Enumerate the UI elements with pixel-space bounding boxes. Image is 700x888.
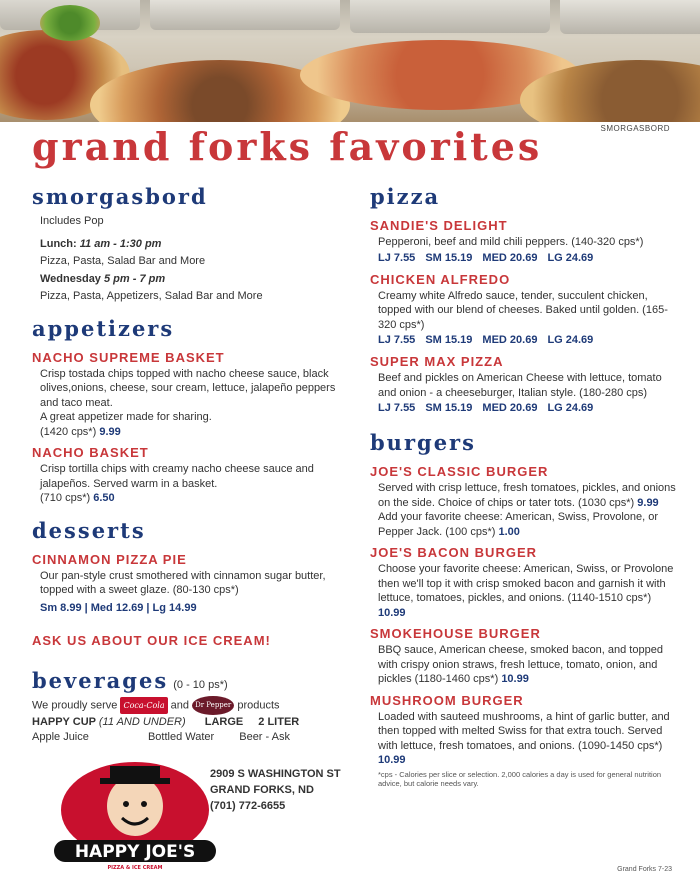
menu-item-name: CHICKEN ALFREDO	[370, 271, 511, 287]
smorgasbord-heading: smorgasbord	[32, 184, 208, 209]
footer-code: Grand Forks 7-23	[617, 866, 672, 873]
menu-item-name: SUPER MAX PIZZA	[370, 354, 504, 369]
menu-item-desc: Beef and pickles on American Cheese with lettuce, tomato and onion - a cheeseburger, Italian style. (180-280 cps)	[378, 372, 662, 399]
address-phone: (701) 772-6655	[210, 800, 286, 812]
price: 10.99	[378, 606, 406, 619]
lunch-desc: Pizza, Pasta, Salad Bar and More	[40, 255, 206, 267]
wed-time: 5 pm - 7 pm	[104, 272, 166, 285]
hero-food-photo	[0, 0, 700, 122]
menu-item-desc: Crisp tortilla chips with creamy nacho cheese sauce and jalapeños. Served warm in a basket.	[40, 463, 314, 490]
dr-pepper-logo: Dr Pepper	[192, 696, 234, 715]
served-pre: We proudly serve	[32, 699, 118, 712]
size-lg: LG 24.69	[547, 251, 594, 264]
size-lg: LG 24.69	[547, 334, 594, 346]
pizza-sizes	[370, 400, 680, 416]
size-med: MED 20.69	[482, 251, 538, 264]
address-street: 2909 S WASHINGTON ST	[210, 768, 341, 780]
beverage-options-row	[32, 730, 347, 745]
food-pan	[150, 0, 340, 30]
burger-desc: Choose your favorite cheese: American, Swiss, or Provolone then we'll top it with crisp smoked bacon and garnish it with lettuce, tomatoes, pickles, and onions. (1140-1510 cps*)	[378, 563, 674, 604]
burger-desc: BBQ sauce, American cheese, smoked bacon, and topped with crispy onion straws, fresh lettuce, tomato, onion, and pickles (1180-1460 cps*)	[378, 644, 663, 685]
store-address	[210, 766, 341, 814]
menu-item-name: CINNAMON PIZZA PIE	[32, 551, 187, 567]
menu-item-name: JOE'S BACON BURGER	[370, 545, 537, 560]
price: 10.99	[378, 754, 406, 766]
calories: (1420 cps*)	[40, 425, 97, 438]
smorgasbord-includes: Includes Pop	[40, 215, 104, 227]
size-sm: SM 15.19	[425, 402, 473, 414]
beer: Beer - Ask	[239, 731, 290, 743]
happy-joes-logo	[50, 760, 220, 872]
beverages-heading-row	[32, 666, 347, 696]
size-sm: SM 15.19	[425, 334, 473, 346]
hero-label: SMORGASBORD	[600, 124, 670, 133]
page-title: grand forks favorites	[32, 124, 543, 169]
logo-text: HAPPY JOE'S	[74, 842, 196, 862]
menu-item-desc: Crisp tostada chips topped with nacho cheese sauce, black olives,onions, cheese, sour cream, lettuce, jalapeño peppers and taco meat.	[40, 367, 336, 409]
menu-item-desc: Our pan-style crust smothered with cinnamon sugar butter, topped with a sweet glaze. (80-130 cps*)	[40, 569, 326, 596]
price: 6.50	[93, 492, 115, 504]
extra-desc: Add your favorite cheese: American, Swiss, Provolone, or Pepper Jack. (100 cps*)	[378, 511, 659, 538]
logo-tagline: PIZZA & ICE CREAM	[107, 865, 163, 871]
price: 9.99	[637, 496, 659, 509]
size-lj: LJ 7.55	[378, 251, 416, 264]
size-sm: SM 15.19	[425, 251, 473, 264]
price: 10.99	[501, 673, 529, 685]
menu-item-desc	[370, 710, 680, 768]
desserts-heading: desserts	[32, 517, 146, 543]
wed-label: Wednesday	[40, 272, 101, 285]
menu-item-name: NACHO SUPREME BASKET	[32, 349, 225, 365]
lunch-line	[32, 237, 347, 252]
ice-cream-callout: ASK US ABOUT OUR ICE CREAM!	[32, 633, 271, 648]
salad-image	[40, 5, 100, 41]
wed-desc: Pizza, Pasta, Appetizers, Salad Bar and More	[40, 290, 263, 302]
burger-desc: Loaded with sauteed mushrooms, a hint of garlic butter, and then topped with melted Swiss for that extra touch. Served with lettuce, fresh tomatoes, and onions. (1090-1450 cps*)	[378, 710, 670, 752]
appetizers-heading: appetizers	[32, 315, 175, 341]
large: LARGE	[204, 716, 244, 728]
size-med: MED 20.69	[482, 402, 538, 414]
beverages-served-line	[32, 696, 347, 715]
food-pan	[560, 0, 700, 34]
size-lj: LJ 7.55	[378, 402, 416, 414]
menu-item-price-line	[32, 425, 347, 440]
menu-item-desc	[370, 481, 680, 510]
apple-juice: Apple Juice	[32, 731, 89, 743]
happy-cup-note: (11 AND UNDER)	[98, 716, 186, 728]
calories: (710 cps*)	[40, 492, 91, 504]
size-lj: LJ 7.55	[378, 334, 416, 346]
menu-item-desc: Pepperoni, beef and mild chili peppers. (140-320 cps*)	[378, 236, 644, 248]
pizza-sizes	[370, 332, 680, 348]
pizza-heading: pizza	[370, 184, 441, 209]
beverages-heading: beverages	[32, 668, 169, 693]
happy-cup: HAPPY CUP	[32, 716, 96, 728]
lunch-label: Lunch:	[40, 237, 77, 250]
price: 1.00	[498, 525, 520, 538]
size-lg: LG 24.69	[547, 402, 594, 414]
dessert-sizes: Sm 8.99 | Med 12.69 | Lg 14.99	[40, 601, 197, 614]
menu-item-name: MUSHROOM BURGER	[370, 692, 524, 708]
lunch-time: 11 am - 1:30 pm	[79, 237, 162, 250]
beverage-sizes-row	[32, 715, 347, 730]
food-pan	[350, 0, 550, 33]
burger-desc: Served with crisp lettuce, fresh tomatoes, pickles, and onions on the side. Choice of chips or tater tots. (1030 cps*)	[378, 482, 676, 509]
menu-item-extra	[370, 510, 680, 539]
menu-item-price-line	[32, 491, 347, 506]
address-city: GRAND FORKS, ND	[210, 784, 314, 796]
burgers-heading: burgers	[370, 430, 476, 455]
wed-line	[32, 272, 347, 287]
beverages-calories: (0 - 10 ps*)	[173, 679, 228, 691]
right-column	[370, 182, 680, 788]
served-and: and	[170, 699, 190, 712]
menu-item-name: SMOKEHOUSE BURGER	[370, 626, 541, 641]
menu-item-desc	[370, 562, 680, 620]
menu-item-desc: A great appetizer made for sharing.	[40, 411, 212, 423]
menu-item-name: SANDIE'S DELIGHT	[370, 218, 508, 233]
bottled-water: Bottled Water	[147, 731, 215, 743]
left-column	[32, 182, 347, 745]
coca-cola-logo: Coca-Cola	[120, 697, 167, 714]
price: 9.99	[99, 425, 121, 438]
menu-item-desc: Creamy white Alfredo sauce, tender, succulent chicken, topped with our blend of cheeses. Baked until golden. (165-320 cps*)	[378, 289, 668, 331]
menu-item-name: NACHO BASKET	[32, 445, 149, 460]
size-med: MED 20.69	[482, 334, 538, 346]
menu-item-name: JOE'S CLASSIC BURGER	[370, 464, 549, 479]
calorie-note: *cps - Calories per slice or selection. 2,000 calories a day is used for general nutrition advice, but calorie needs vary.	[378, 769, 662, 788]
pizza-sizes	[370, 250, 680, 266]
served-post: products	[237, 699, 280, 712]
two-liter: 2 LITER	[258, 716, 300, 728]
menu-item-desc	[370, 643, 680, 687]
